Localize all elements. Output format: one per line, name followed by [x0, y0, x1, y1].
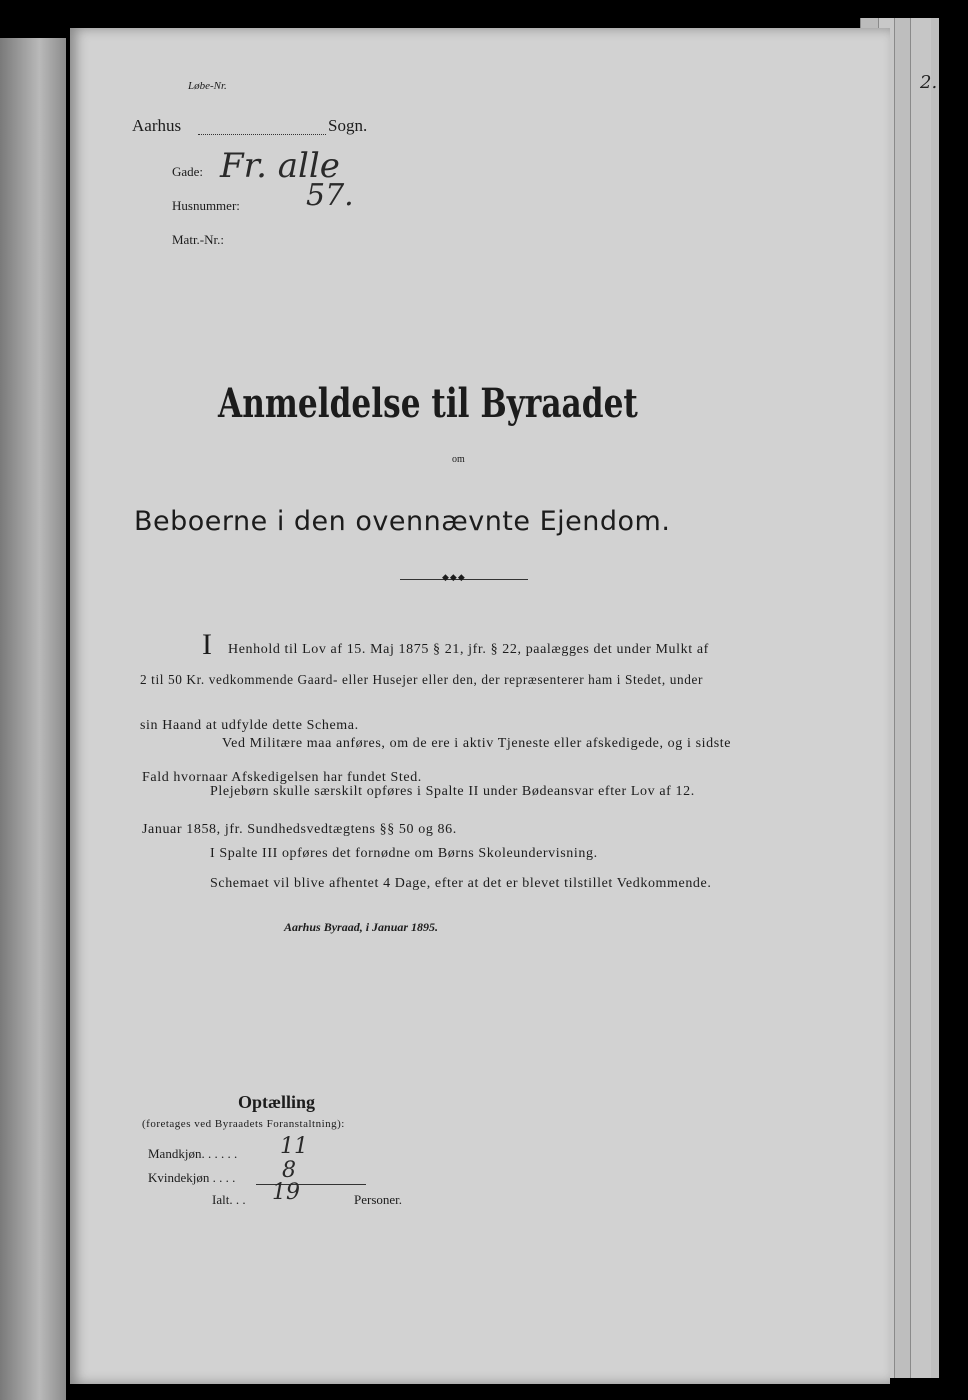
sogn-field-line [198, 116, 326, 135]
title-connector: om [452, 454, 465, 465]
persons-label: Personer. [354, 1192, 403, 1207]
lobe-nr-label: Løbe-Nr. [188, 80, 227, 92]
instruction-p5-line1: Schemaet vil blive afhentet 4 Dage, efter at det er blevet tilstillet Vedkommende. [210, 876, 712, 891]
page-number-note: 2. [920, 72, 938, 93]
initial-letter: I [202, 628, 212, 661]
gade-value: Fr. alle [220, 146, 340, 186]
facing-page-edge [0, 38, 66, 1400]
city-name: Aarhus [132, 116, 182, 135]
total-count-value: 19 [272, 1180, 300, 1205]
instruction-p2-line1: Ved Militære maa anføres, om de ere i aktiv Tjeneste eller afskedigede, og i sidste [222, 736, 732, 751]
form-subtitle: Beboerne i den ovennævnte Ejendom. [134, 506, 671, 537]
instruction-p1-line3: sin Haand at udfylde dette Schema. [140, 718, 359, 733]
ornament-diamonds: ◆◆◆ [442, 572, 466, 582]
matr-nr-label: Matr.-Nr.: [172, 232, 224, 247]
form-title: Anmeldelse til Byraadet [218, 380, 638, 427]
instruction-p3-line2: Januar 1858, jfr. Sundhedsvedtægtens §§ 50 og 86. [142, 822, 457, 837]
council-signature: Aarhus Byraad, i Januar 1895. [284, 920, 439, 934]
female-count-value: 8 [282, 1158, 296, 1183]
total-count-label: Ialt. . . [212, 1192, 246, 1207]
count-subheading: (foretages ved Byraadets Foranstaltning): [142, 1118, 345, 1130]
instruction-p4-line1: I Spalte III opføres det fornødne om Børns Skoleundervisning. [210, 846, 598, 861]
male-count-label: Mandkjøn. . . . . . [148, 1146, 238, 1161]
count-heading: Optælling [238, 1092, 316, 1112]
instruction-p3-line1: Plejebørn skulle særskilt opføres i Spalte II under Bødeansvar efter Lov af 12. [210, 784, 695, 799]
gade-label: Gade: [172, 164, 204, 179]
sogn-label: Sogn. [328, 116, 368, 135]
female-count-label: Kvindekjøn . . . . [148, 1170, 236, 1185]
instruction-p1-line1: Henhold til Lov af 15. Maj 1875 § 21, jfr. § 22, paalægges det under Mulkt af [228, 642, 709, 657]
instruction-p2-line2: Fald hvornaar Afskedigelsen har fundet Sted. [142, 770, 422, 785]
husnummer-label: Husnummer: [172, 198, 240, 213]
instruction-p1-line2: 2 til 50 Kr. vedkommende Gaard- eller Husejer eller den, der repræsenterer ham i Stedet, under [140, 672, 703, 687]
form-page [70, 28, 890, 1384]
male-count-value: 11 [280, 1134, 308, 1159]
husnummer-value: 57. [306, 178, 354, 213]
